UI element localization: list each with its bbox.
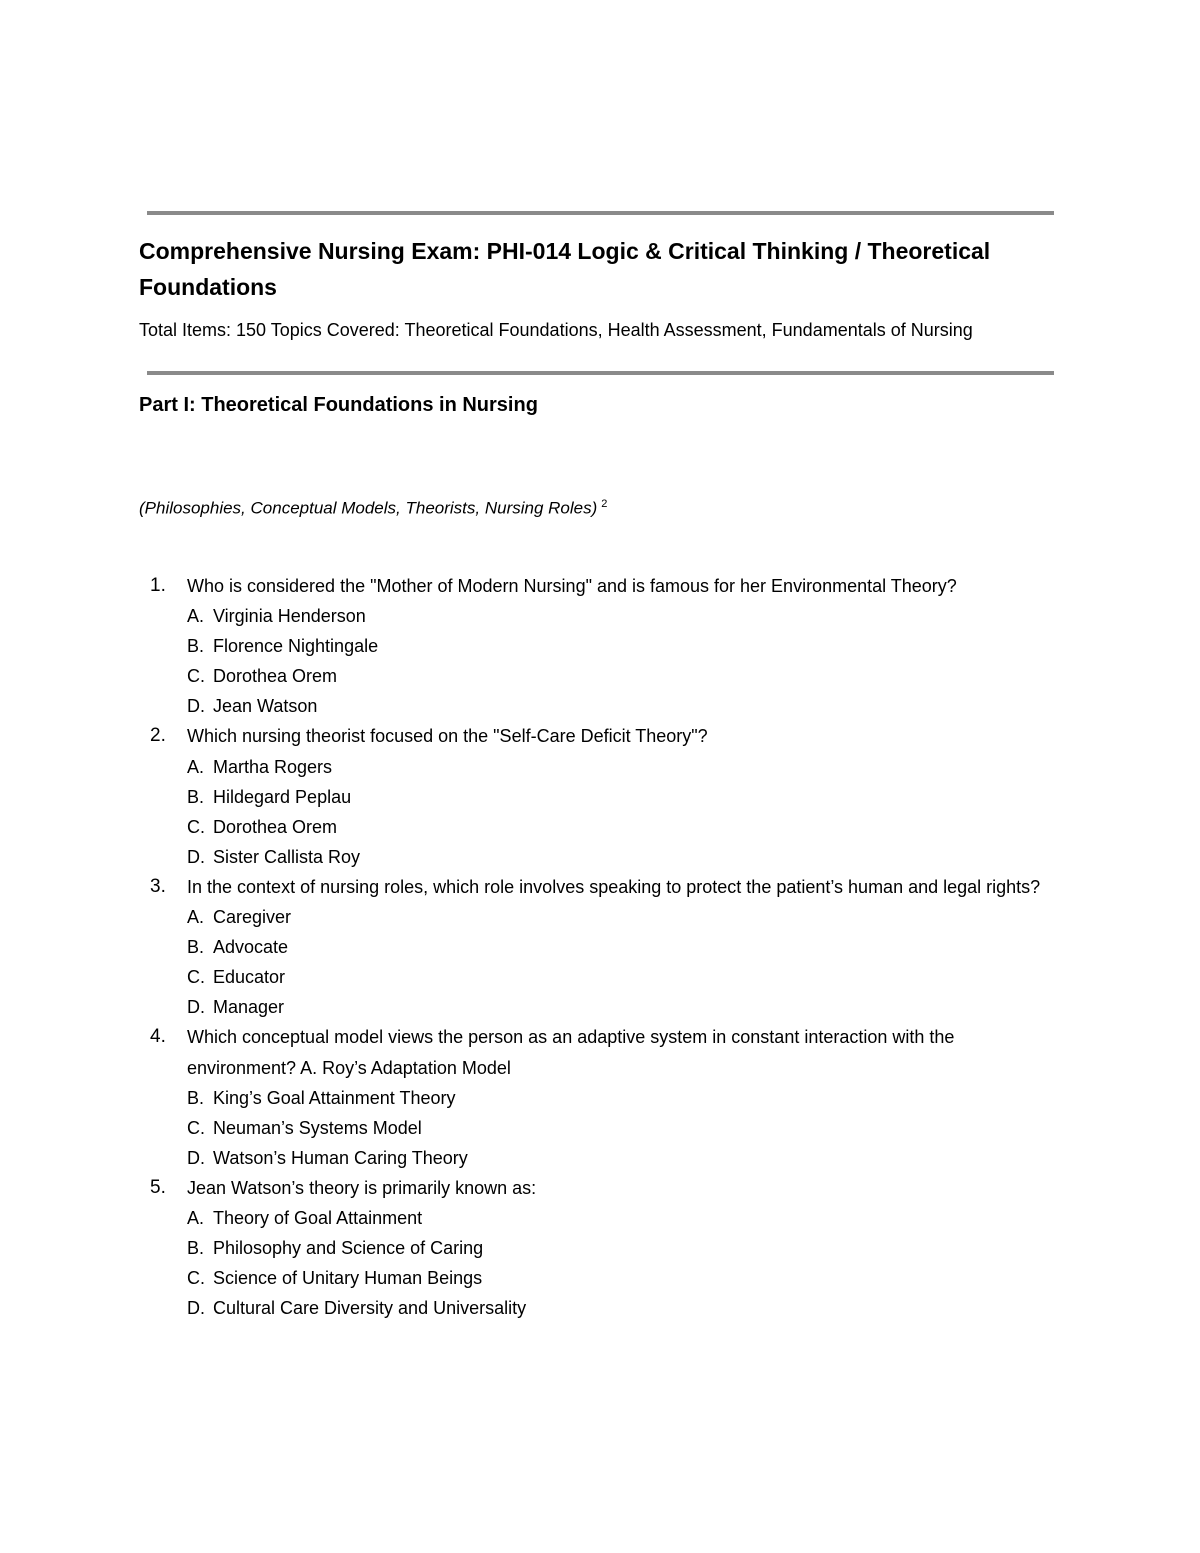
option-text: Dorothea Orem [213,816,338,837]
question-4 [150,1022,1050,1172]
question-2 [150,721,1050,871]
option-letter: B. [187,786,205,807]
question-text: Who is considered the "Mother of Modern Nursing" and is famous for her Environmental Theory? [187,576,957,596]
option-letter: A. [187,606,205,627]
option-list [187,1083,1050,1173]
option-a [187,752,1050,782]
exam-meta: Total Items: 150 Topics Covered: Theoretical Foundations, Health Assessment, Fundamentals of Nursing [139,320,973,340]
option-b [187,782,1050,812]
option-text: Caregiver [213,907,292,928]
option-a [187,1203,1050,1233]
question-number: 5. [150,1176,166,1198]
question-number: 4. [150,1026,166,1048]
option-letter: B. [187,937,205,958]
option-text: Theory of Goal Attainment [213,1207,423,1228]
question-number: 2. [150,725,166,747]
option-text: Watson’s Human Caring Theory [213,1147,468,1168]
part-heading: Part I: Theoretical Foundations in Nursing [139,394,538,416]
option-d [187,1293,1050,1323]
option-list [187,752,1050,872]
option-d [187,1143,1050,1173]
question-text: Jean Watson’s theory is primarily known as: [187,1177,537,1198]
option-text: Florence Nightingale [213,636,379,657]
option-letter: B. [187,1238,205,1259]
option-list [187,902,1050,1022]
question-5 [150,1173,1050,1323]
option-c [187,1263,1050,1293]
question-text: Which nursing theorist focused on the "Self-Care Deficit Theory"? [187,726,708,747]
option-letter: C. [187,967,205,988]
option-d [187,992,1050,1022]
option-text: King’s Goal Attainment Theory [213,1087,456,1108]
option-letter: A. [187,756,205,777]
question-1 [150,571,1050,721]
option-letter: D. [187,1147,205,1168]
option-text: Hildegard Peplau [213,786,352,807]
option-d [187,842,1050,872]
option-text: Science of Unitary Human Beings [213,1268,483,1289]
question-text: Which conceptual model views the person as an adaptive system in constant interaction with the environment? A. Roy’s Adaptation Model [187,1027,955,1078]
option-b [187,932,1050,962]
option-text: Cultural Care Diversity and Universality [213,1298,527,1319]
option-c [187,1113,1050,1143]
option-text: Educator [213,967,286,988]
option-letter: D. [187,846,205,867]
document-title: Comprehensive Nursing Exam: PHI-014 Logic & Critical Thinking / Theoretical Foundations [139,238,991,300]
question-3 [150,872,1050,1022]
option-list [187,1203,1050,1323]
option-letter: D. [187,997,205,1018]
option-letter: A. [187,907,205,928]
option-a [187,902,1050,932]
option-text: Neuman’s Systems Model [213,1117,422,1138]
section-divider [147,371,1054,375]
part-subtitle [139,491,607,522]
option-text: Jean Watson [213,696,318,717]
question-number: 1. [150,575,166,596]
option-letter: B. [187,1087,205,1108]
option-a [187,601,1050,631]
option-c [187,812,1050,842]
option-d [187,691,1050,721]
option-text: Virginia Henderson [213,606,366,627]
option-letter: C. [187,666,205,687]
part-subtitle-text: (Philosophies, Conceptual Models, Theorists, Nursing Roles) [139,498,598,518]
question-list [150,571,1050,1323]
option-text: Martha Rogers [213,756,333,777]
option-b [187,631,1050,661]
option-letter: C. [187,1268,205,1289]
option-text: Advocate [213,937,289,958]
option-letter: C. [187,816,205,837]
question-text: In the context of nursing roles, which role involves speaking to protect the patient’s human and legal rights? [187,876,1041,897]
option-letter: B. [187,636,205,657]
option-b [187,1233,1050,1263]
option-letter: C. [187,1117,205,1138]
footnote-marker: 2 [601,498,608,510]
question-number: 3. [150,875,166,897]
option-c [187,661,1050,691]
option-text: Dorothea Orem [213,666,338,687]
option-c [187,962,1050,992]
option-list [187,601,1050,721]
option-text: Sister Callista Roy [213,846,361,867]
top-divider [147,211,1054,215]
option-letter: A. [187,1207,205,1228]
option-text: Philosophy and Science of Caring [213,1238,484,1259]
option-letter: D. [187,696,205,717]
option-b [187,1083,1050,1113]
option-letter: D. [187,1298,205,1319]
option-text: Manager [213,997,285,1018]
